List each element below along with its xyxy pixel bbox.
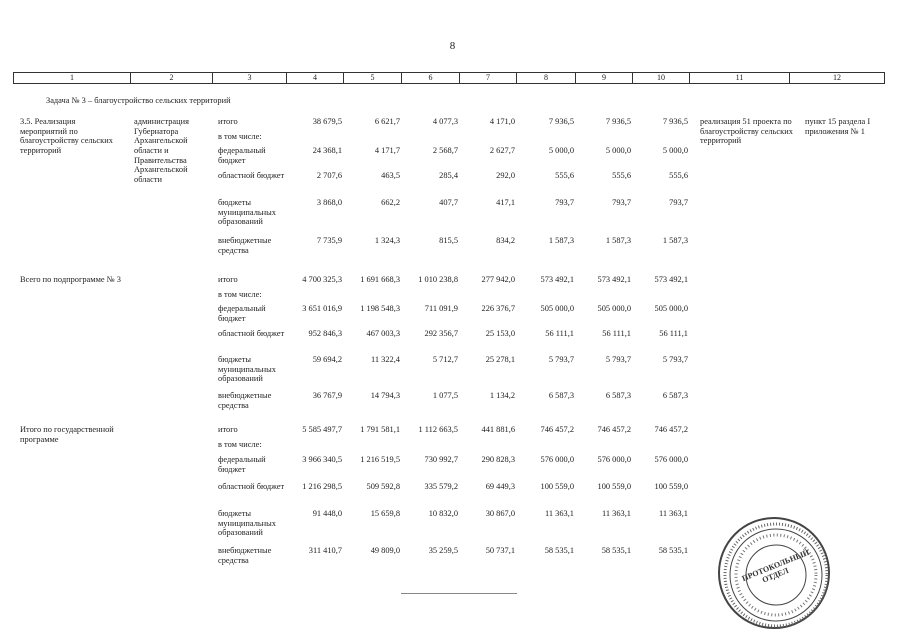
column-number: 9 [576,73,633,84]
funding-value: 662,2 [381,198,400,207]
funding-value: 463,5 [381,171,400,180]
column-number: 2 [131,73,213,84]
funding-value: 793,7 [555,198,574,207]
funding-source-label: бюджеты муниципальных образований [218,509,276,538]
funding-value: 5 585 497,7 [302,425,342,434]
funding-value: 7 936,5 [662,117,688,126]
column-number: 7 [460,73,517,84]
funding-value: 290 828,3 [481,455,515,464]
bottom-divider [401,593,517,594]
funding-source-label: внебюджетные средства [218,236,272,255]
funding-source-label: итого [218,425,238,434]
funding-value: 36 767,9 [312,391,342,400]
funding-value: 56 111,1 [602,329,631,338]
funding-value: 1 587,3 [548,236,574,245]
funding-source-label: областной бюджет [218,482,285,491]
funding-value: 7 936,5 [548,117,574,126]
funding-source-label: федеральный бюджет [218,455,266,474]
funding-value: 505 000,0 [540,304,574,313]
funding-value: 573 492,1 [597,275,631,284]
funding-value: 5 000,0 [662,146,688,155]
block-title: Итого по государственной программе [20,425,114,444]
funding-value: 5 000,0 [548,146,574,155]
funding-value: 56 111,1 [545,329,574,338]
funding-value: 793,7 [669,198,688,207]
funding-source-label: в том числе: [218,290,262,299]
funding-value: 30 867,0 [485,509,515,518]
funding-value: 573 492,1 [540,275,574,284]
funding-value: 56 111,1 [659,329,688,338]
funding-value: 24 368,1 [312,146,342,155]
column-number: 12 [790,73,885,84]
funding-value: 38 679,5 [312,117,342,126]
funding-value: 3 966 340,5 [302,455,342,464]
column-number: 8 [517,73,576,84]
funding-value: 505 000,0 [597,304,631,313]
funding-value: 335 579,2 [424,482,458,491]
funding-value: 2 627,7 [489,146,515,155]
funding-value: 11 322,4 [370,355,400,364]
funding-value: 58 535,1 [601,546,631,555]
funding-value: 441 881,6 [481,425,515,434]
column-number: 5 [344,73,402,84]
funding-value: 6 587,3 [605,391,631,400]
funding-source-label: бюджеты муниципальных образований [218,198,276,227]
column-number: 3 [213,73,287,84]
funding-value: 746 457,2 [597,425,631,434]
funding-value: 100 559,0 [540,482,574,491]
funding-value: 5 793,7 [662,355,688,364]
funding-source-label: федеральный бюджет [218,146,266,165]
funding-value: 11 363,1 [544,509,574,518]
funding-value: 25 278,1 [485,355,515,364]
funding-source-label: бюджеты муниципальных образований [218,355,276,384]
column-number: 6 [402,73,460,84]
funding-value: 100 559,0 [597,482,631,491]
funding-value: 7 936,5 [605,117,631,126]
funding-value: 1 216 298,5 [302,482,342,491]
funding-source-label: областной бюджет [218,329,285,338]
funding-value: 555,6 [669,171,688,180]
funding-value: 69 449,3 [485,482,515,491]
funding-value: 576 000,0 [540,455,574,464]
funding-value: 277 942,0 [481,275,515,284]
funding-value: 1 587,3 [662,236,688,245]
funding-value: 1 587,3 [605,236,631,245]
funding-value: 4 171,7 [374,146,400,155]
funding-value: 292,0 [496,171,515,180]
funding-value: 3 651 016,9 [302,304,342,313]
funding-value: 49 809,0 [370,546,400,555]
stamp-text: ПРОТОКОЛЬНЫЙ ОТДЕЛ [740,547,811,585]
funding-value: 5 712,7 [432,355,458,364]
funding-value: 11 363,1 [658,509,688,518]
funding-value: 5 793,7 [605,355,631,364]
funding-value: 58 535,1 [658,546,688,555]
funding-value: 467 003,3 [366,329,400,338]
funding-value: 505 000,0 [654,304,688,313]
funding-value: 6 587,3 [548,391,574,400]
funding-value: 4 700 325,3 [302,275,342,284]
page-number: 8 [449,40,456,52]
funding-value: 58 535,1 [544,546,574,555]
funding-value: 6 621,7 [374,117,400,126]
funding-value: 407,7 [439,198,458,207]
funding-value: 555,6 [555,171,574,180]
funding-value: 746 457,2 [540,425,574,434]
funding-value: 4 171,0 [489,117,515,126]
funding-value: 573 492,1 [654,275,688,284]
funding-value: 3 868,0 [316,198,342,207]
funding-value: 11 363,1 [601,509,631,518]
funding-value: 25 153,0 [485,329,515,338]
funding-value: 952 846,3 [308,329,342,338]
funding-value: 1 324,3 [374,236,400,245]
funding-value: 50 737,1 [485,546,515,555]
funding-value: 1 198 548,3 [360,304,400,313]
funding-source-label: итого [218,275,238,284]
funding-value: 2 568,7 [432,146,458,155]
funding-value: 576 000,0 [597,455,631,464]
funding-value: 746 457,2 [654,425,688,434]
responsible-executor: администрация Губернатора Архангельской области и Правительства Архангельской области [134,117,189,184]
funding-source-label: в том числе: [218,132,262,141]
funding-value: 793,7 [612,198,631,207]
funding-source-label: итого [218,117,238,126]
funding-source-label: в том числе: [218,440,262,449]
funding-value: 5 793,7 [548,355,574,364]
funding-value: 1 010 238,8 [418,275,458,284]
funding-value: 711 091,9 [424,304,458,313]
funding-value: 1 112 663,5 [418,425,458,434]
block-title: Всего по подпрограмме № 3 [20,275,121,284]
funding-source-label: внебюджетные средства [218,546,272,565]
block-title: 3.5. Реализация мероприятий по благоустройству сельских территорий [20,117,113,155]
funding-value: 285,4 [439,171,458,180]
funding-source-label: федеральный бюджет [218,304,266,323]
funding-value: 91 448,0 [312,509,342,518]
funding-value: 4 077,3 [432,117,458,126]
funding-value: 815,5 [439,236,458,245]
funding-value: 1 134,2 [489,391,515,400]
funding-value: 1 077,5 [432,391,458,400]
funding-source-label: областной бюджет [218,171,285,180]
funding-value: 311 410,7 [308,546,342,555]
column-number: 4 [287,73,344,84]
column-number: 1 [14,73,131,84]
funding-value: 2 707,6 [316,171,342,180]
funding-value: 10 832,0 [428,509,458,518]
funding-value: 35 259,5 [428,546,458,555]
funding-value: 14 794,3 [370,391,400,400]
funding-value: 5 000,0 [605,146,631,155]
funding-value: 555,6 [612,171,631,180]
funding-value: 834,2 [496,236,515,245]
funding-value: 576 000,0 [654,455,688,464]
funding-value: 509 592,8 [366,482,400,491]
column-number: 11 [690,73,790,84]
funding-value: 417,1 [496,198,515,207]
funding-source-label: внебюджетные средства [218,391,272,410]
funding-value: 226 376,7 [481,304,515,313]
legal-reference: пункт 15 раздела I приложения № 1 [805,117,871,136]
funding-value: 6 587,3 [662,391,688,400]
task-title: Задача № 3 – благоустройство сельских территорий [46,96,231,105]
funding-value: 7 735,9 [316,236,342,245]
official-stamp-seal [718,517,830,629]
column-number: 10 [633,73,690,84]
funding-value: 1 216 519,5 [360,455,400,464]
funding-value: 100 559,0 [654,482,688,491]
funding-value: 59 694,2 [312,355,342,364]
funding-value: 15 659,8 [370,509,400,518]
funding-value: 1 691 668,3 [360,275,400,284]
funding-value: 1 791 581,1 [360,425,400,434]
funding-value: 292 356,7 [424,329,458,338]
expected-result: реализация 51 проекта по благоустройству сельских территорий [700,117,793,146]
column-number-header [13,72,885,84]
funding-value: 730 992,7 [424,455,458,464]
